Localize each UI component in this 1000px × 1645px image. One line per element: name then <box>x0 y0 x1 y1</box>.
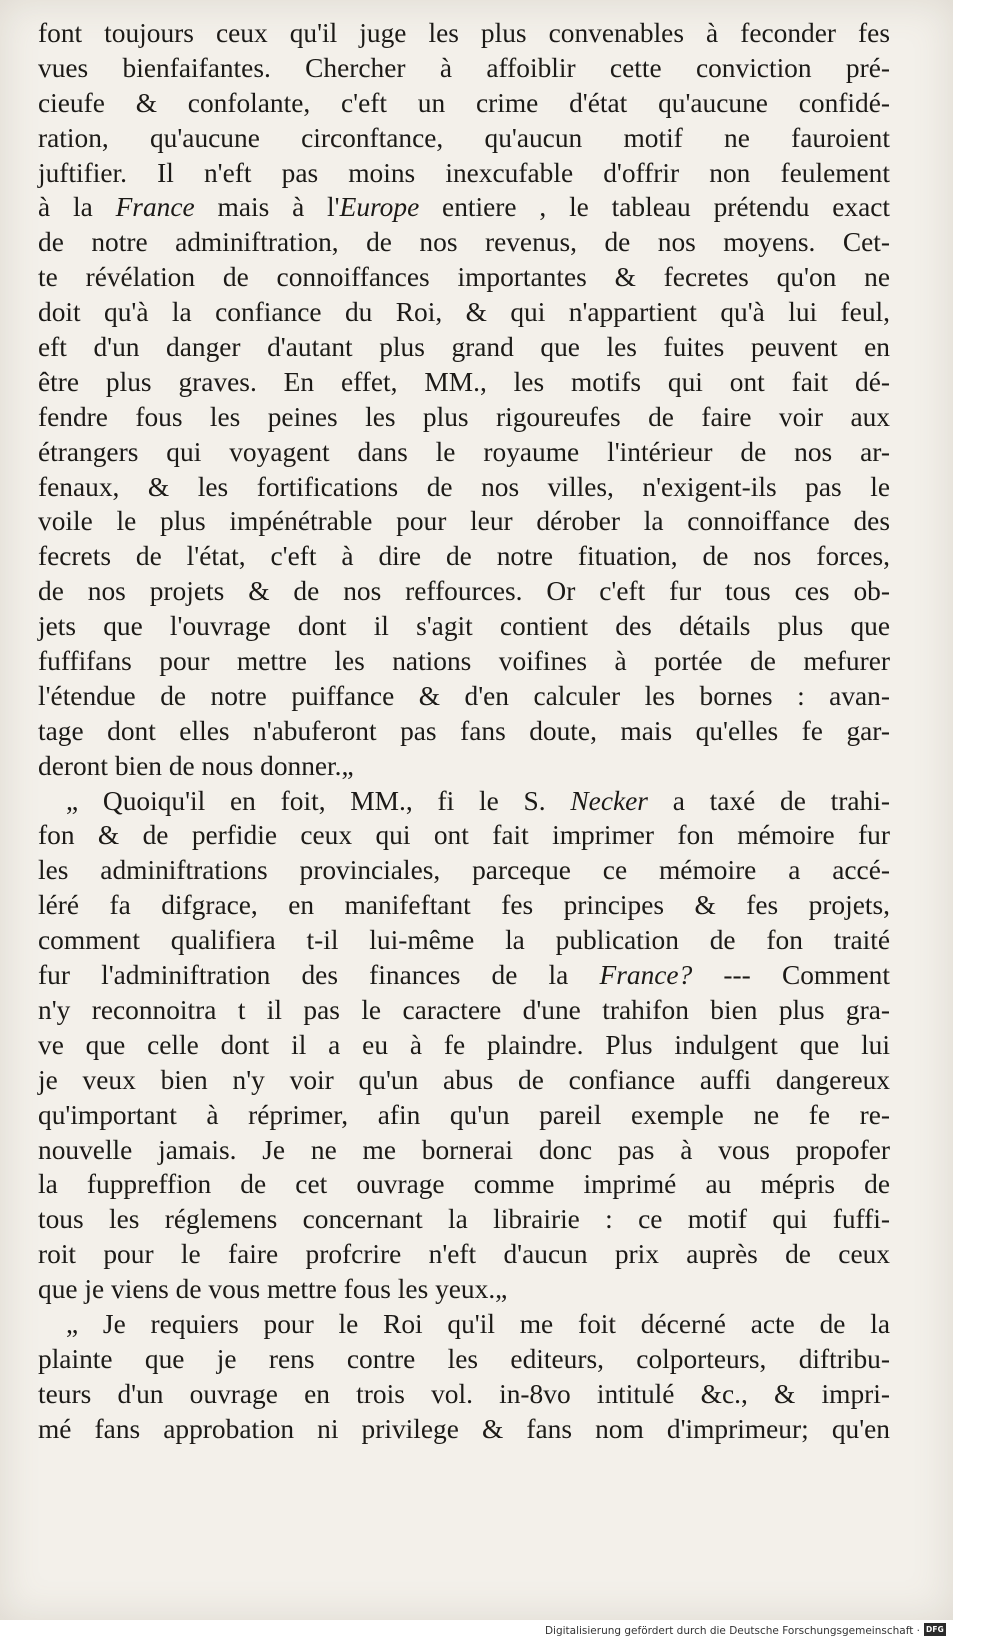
text-line <box>38 51 890 86</box>
text-line <box>38 1342 890 1377</box>
text-line <box>38 749 890 784</box>
text-line <box>38 1167 890 1202</box>
text-line <box>38 365 890 400</box>
text-line <box>38 504 890 539</box>
text-line <box>38 225 890 260</box>
text-line <box>38 923 890 958</box>
text-segment: de notre adminiftration, de nos revenus, de nos moyens. Cet- <box>38 227 890 258</box>
dfg-logo-icon: DFG <box>925 1625 945 1634</box>
text-line <box>38 1098 890 1133</box>
text-segment: étrangers qui voyagent dans le royaume l'intérieur de nos ar- <box>38 436 890 467</box>
text-segment: n'y reconnoitra t il pas le caractere d'une trahifon bien plus gra- <box>38 994 890 1025</box>
text-line <box>38 121 890 156</box>
text-segment: à la <box>38 192 116 223</box>
text-line <box>38 818 890 853</box>
text-line <box>38 539 890 574</box>
text-segment: ration, qu'aucune circonftance, qu'aucun motif ne fauroient <box>38 122 890 153</box>
page-text <box>38 16 890 1447</box>
text-segment: „ Je requiers pour le Roi qu'il me foit décerné acte de la <box>66 1308 890 1339</box>
text-line <box>38 260 890 295</box>
text-segment: fon & de perfidie ceux qui ont fait imprimer fon mémoire fur <box>38 820 890 851</box>
text-line <box>38 958 890 993</box>
text-segment: léré fa difgrace, en manifeftant fes principes & fes projets, <box>38 890 890 921</box>
italic-text: Europe <box>339 192 420 223</box>
text-segment: „ Quoiqu'il en foit, MM., fi le S. <box>66 785 571 816</box>
text-segment: fur l'adminiftration des finances de la <box>38 960 600 991</box>
text-segment: cieufe & confolante, c'eft un crime d'état qu'aucune confidé- <box>38 87 890 118</box>
italic-text: France? <box>599 960 693 991</box>
text-line <box>38 1377 890 1412</box>
text-segment: roit pour le faire profcrire n'eft d'aucun prix auprès de ceux <box>38 1239 890 1270</box>
funding-credit: Digitalisierung gefördert durch die Deutsche Forschungsgemeinschaft · <box>544 1625 920 1637</box>
text-segment: fuffifans pour mettre les nations voifines à portée de mefurer <box>38 646 890 677</box>
text-line <box>38 1307 890 1342</box>
text-line <box>38 470 890 505</box>
text-line <box>38 574 890 609</box>
text-line <box>38 888 890 923</box>
text-line <box>38 86 890 121</box>
text-segment: je veux bien n'y voir qu'un abus de confiance auffi dangereux <box>38 1064 890 1095</box>
text-segment: a taxé de trahi- <box>647 785 890 816</box>
text-segment: l'étendue de notre puiffance & d'en calculer les bornes : avan- <box>38 680 890 711</box>
text-line <box>38 609 890 644</box>
text-line <box>38 190 890 225</box>
text-line <box>38 1237 890 1272</box>
text-line <box>38 1272 890 1307</box>
text-line <box>38 435 890 470</box>
text-line <box>38 16 890 51</box>
text-segment: doit qu'à la confiance du Roi, & qui n'appartient qu'à lui feul, <box>38 297 890 328</box>
text-segment: te révélation de connoiffances importantes & fecretes qu'on ne <box>38 262 890 293</box>
text-segment: mais à l' <box>194 192 340 223</box>
text-segment: fendre fous les peines les plus rigoureufes de faire voir aux <box>38 401 890 432</box>
text-line <box>38 400 890 435</box>
italic-text: Necker <box>570 785 648 816</box>
text-segment: teurs d'un ouvrage en trois vol. in-8vo intitulé &c., & impri- <box>38 1378 890 1409</box>
text-segment: jets que l'ouvrage dont il s'agit contient des détails plus que <box>38 611 890 642</box>
text-line <box>38 1028 890 1063</box>
text-line <box>38 853 890 888</box>
text-segment: eft d'un danger d'autant plus grand que les fuites peuvent en <box>38 332 890 363</box>
text-segment: de nos projets & de nos reffources. Or c'eft fur tous ces ob- <box>38 576 890 607</box>
text-segment: tous les réglemens concernant la librairie : ce motif qui fuffi- <box>38 1204 890 1235</box>
text-line <box>38 784 890 819</box>
text-line <box>38 714 890 749</box>
text-line <box>38 679 890 714</box>
text-segment: qu'important à réprimer, afin qu'un pareil exemple ne fe re- <box>38 1099 890 1130</box>
text-segment: voile le plus impénétrable pour leur dérober la connoiffance des <box>38 506 890 537</box>
text-line <box>38 993 890 1028</box>
text-segment: être plus graves. En effet, MM., les motifs qui ont fait dé- <box>38 366 890 397</box>
italic-text: France <box>115 192 195 223</box>
digitization-footer <box>0 1620 1000 1645</box>
text-line <box>38 295 890 330</box>
text-segment: les adminiftrations provinciales, parceque ce mémoire a accé- <box>38 855 890 886</box>
text-segment: fenaux, & les fortifications de nos villes, n'exigent-ils pas le <box>38 471 890 502</box>
text-segment: juftifier. Il n'eft pas moins inexcufable d'offrir non feulement <box>38 157 890 188</box>
text-segment: tage dont elles n'abuferont pas fans doute, mais qu'elles fe gar- <box>38 715 890 746</box>
text-line <box>38 1202 890 1237</box>
text-segment: deront bien de nous donner.„ <box>38 750 354 781</box>
text-segment: que je viens de vous mettre fous les yeux.„ <box>38 1274 508 1305</box>
text-segment: vues bienfaifantes. Chercher à affoiblir cette conviction pré- <box>38 52 890 83</box>
text-line <box>38 1412 890 1447</box>
text-segment: nouvelle jamais. Je ne me bornerai donc pas à vous propofer <box>38 1134 890 1165</box>
text-segment: la fuppreffion de cet ouvrage comme imprimé au mépris de <box>38 1169 890 1200</box>
text-segment: mé fans approbation ni privilege & fans nom d'imprimeur; qu'en <box>38 1413 890 1444</box>
text-line <box>38 1133 890 1168</box>
text-segment: fecrets de l'état, c'eft à dire de notre fituation, de nos forces, <box>38 541 890 572</box>
text-segment: comment qualifiera t-il lui-même la publication de fon traité <box>38 925 890 956</box>
text-segment: font toujours ceux qu'il juge les plus convenables à feconder fes <box>38 18 890 48</box>
text-segment: ve que celle dont il a eu à fe plaindre. Plus indulgent que lui <box>38 1029 890 1060</box>
text-segment: plainte que je rens contre les editeurs, colporteurs, diftribu- <box>38 1343 890 1374</box>
text-segment: --- Comment <box>692 960 890 991</box>
text-segment: entiere , le tableau prétendu exact <box>419 192 890 223</box>
text-line <box>38 156 890 191</box>
text-line <box>38 644 890 679</box>
text-line <box>38 1063 890 1098</box>
text-line <box>38 330 890 365</box>
